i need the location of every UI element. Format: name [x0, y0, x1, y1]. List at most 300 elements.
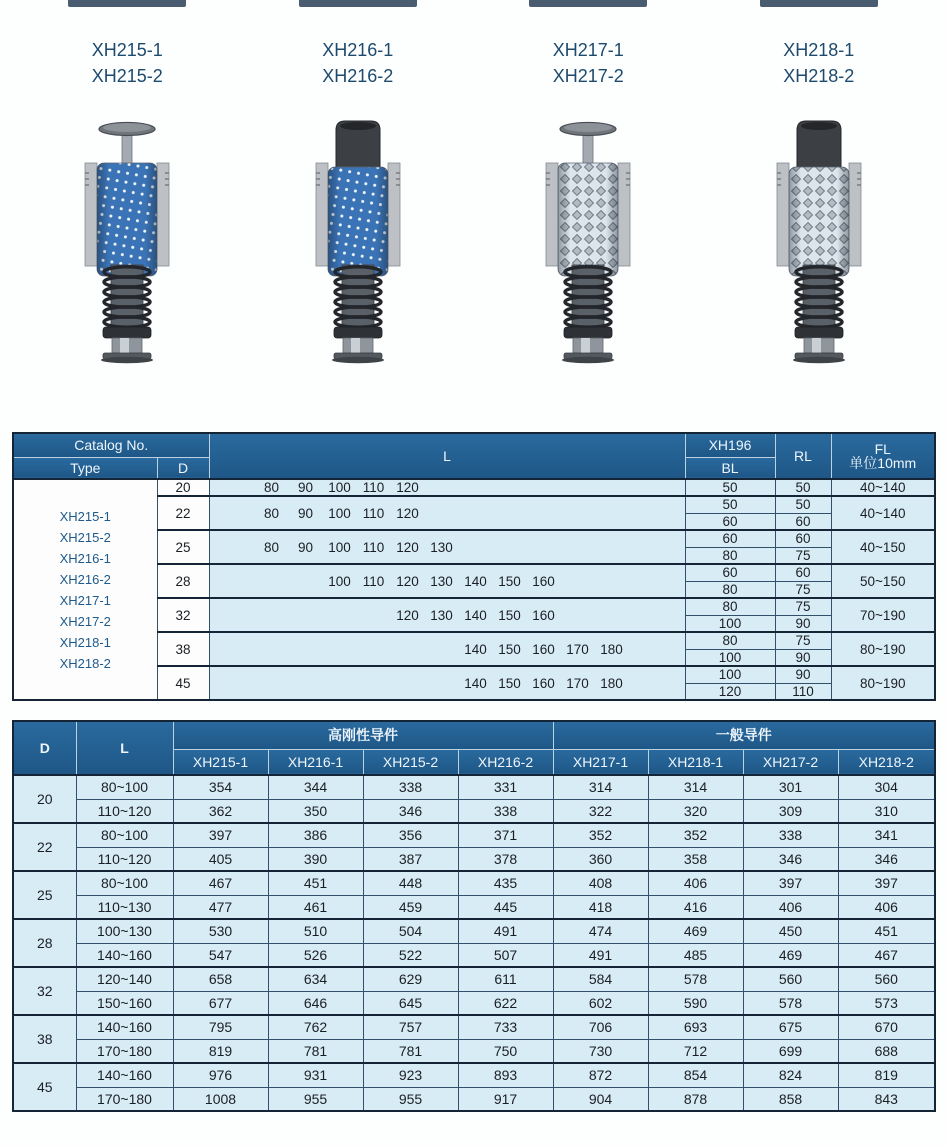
load-value-cell: 699: [743, 1039, 838, 1063]
type-model: XH215-2: [59, 529, 111, 545]
bl-value-cell: 60: [685, 530, 775, 547]
l-value: 180: [600, 675, 623, 691]
type-model-list-cell: [13, 479, 157, 700]
l-value: 150: [498, 675, 521, 691]
d-value-cell: 20: [13, 775, 76, 823]
d-value-cell: 25: [13, 871, 76, 919]
load-value-cell: 469: [648, 919, 743, 943]
bl-value-cell: 50: [685, 479, 775, 496]
load-value-cell: 371: [458, 823, 553, 847]
rl-value-cell: 60: [775, 513, 831, 530]
load-value-cell: 435: [458, 871, 553, 895]
load-value-cell: 451: [838, 919, 935, 943]
load-value-cell: 378: [458, 847, 553, 871]
load-value-cell: 677: [173, 991, 268, 1015]
l-value: 110: [362, 480, 385, 495]
load-value-cell: 504: [363, 919, 458, 943]
bl-value-cell: 80: [685, 581, 775, 598]
model-column-header: XH218-1: [648, 749, 743, 775]
l-value: 100: [328, 505, 351, 521]
cropped-top-bar: [299, 0, 417, 7]
load-value-cell: 819: [173, 1039, 268, 1063]
rl-value-cell: 90: [775, 666, 831, 683]
load-value-cell: 931: [268, 1063, 363, 1087]
load-value-cell: 322: [553, 799, 648, 823]
load-value-cell: 526: [268, 943, 363, 967]
l-value: 170: [566, 641, 589, 657]
load-value-cell: 750: [458, 1039, 553, 1063]
load-value-cell: 819: [838, 1063, 935, 1087]
rl-value-cell: 75: [775, 581, 831, 598]
fl-range-cell: 80~190: [831, 632, 935, 666]
l-value: 130: [430, 539, 453, 555]
rl-value-cell: 60: [775, 564, 831, 581]
l-value: 160: [532, 675, 555, 691]
l-range-cell: 150~160: [76, 991, 173, 1015]
load-row-d38-1: [13, 1039, 935, 1063]
d-header: D: [157, 457, 209, 479]
d-value-cell: 28: [13, 919, 76, 967]
l-values-cell: [209, 666, 685, 700]
load-value-cell: 675: [743, 1015, 838, 1039]
l-value: 100: [328, 480, 351, 495]
type-model: XH218-1: [59, 634, 111, 650]
load-value-cell: 346: [363, 799, 458, 823]
load-value-cell: 459: [363, 895, 458, 919]
load-value-cell: 356: [363, 823, 458, 847]
load-value-cell: 304: [838, 775, 935, 799]
model-column-header: XH216-1: [268, 749, 363, 775]
load-value-cell: 309: [743, 799, 838, 823]
load-value-cell: 491: [458, 919, 553, 943]
load-value-cell: 445: [458, 895, 553, 919]
load-value-cell: 573: [838, 991, 935, 1015]
load-value-cell: 854: [648, 1063, 743, 1087]
l-value: 120: [396, 480, 419, 495]
load-value-cell: 1008: [173, 1087, 268, 1111]
load-value-cell: 955: [268, 1087, 363, 1111]
model-column-header: XH217-2: [743, 749, 838, 775]
cropped-top-bar: [68, 0, 186, 7]
load-value-cell: 350: [268, 799, 363, 823]
l-range-cell: 110~120: [76, 847, 173, 871]
l-value: 90: [297, 480, 314, 495]
load-value-cell: 406: [648, 871, 743, 895]
l-value: 140: [464, 675, 487, 691]
load-row-d45-1: [13, 1087, 935, 1111]
l-value: 80: [263, 505, 280, 521]
load-value-cell: 338: [743, 823, 838, 847]
bl-value-cell: 100: [685, 615, 775, 632]
load-value-cell: 352: [553, 823, 648, 847]
load-value-cell: 893: [458, 1063, 553, 1087]
rl-value-cell: 50: [775, 496, 831, 513]
load-value-cell: 352: [648, 823, 743, 847]
fl-header-line2: 单位10mm: [849, 455, 917, 471]
fl-range-cell: 40~150: [831, 530, 935, 564]
load-value-cell: 578: [743, 991, 838, 1015]
load-row-d20-0: [13, 775, 935, 799]
load-value-cell: 386: [268, 823, 363, 847]
l-range-cell: 110~120: [76, 799, 173, 823]
load-value-cell: 878: [648, 1087, 743, 1111]
fl-range-cell: 80~190: [831, 666, 935, 700]
load-value-cell: 781: [363, 1039, 458, 1063]
bl-value-cell: 80: [685, 547, 775, 564]
type-model: XH215-1: [59, 508, 111, 524]
load-row-d32-1: [13, 991, 935, 1015]
load-value-cell: 397: [838, 871, 935, 895]
load-value-cell: 448: [363, 871, 458, 895]
l-value: 160: [532, 573, 555, 589]
load-value-cell: 872: [553, 1063, 648, 1087]
l-range-cell: 120~140: [76, 967, 173, 991]
general-group-header: 一般导件: [553, 721, 935, 749]
load-value-cell: 331: [458, 775, 553, 799]
load-row-d28-0: [13, 919, 935, 943]
fl-range-cell: 40~140: [831, 496, 935, 530]
load-value-cell: 467: [173, 871, 268, 895]
cropped-top-bar: [529, 0, 647, 7]
load-row-d25-0: [13, 871, 935, 895]
l-value: 120: [396, 505, 419, 521]
bl-value-cell: 60: [685, 513, 775, 530]
fl-range-cell: 40~140: [831, 479, 935, 496]
l-range-cell: 170~180: [76, 1039, 173, 1063]
type-model: XH217-2: [59, 613, 111, 629]
l-range-cell: 80~100: [76, 775, 173, 799]
model-label: XH218-1: [783, 40, 855, 60]
load-value-cell: 712: [648, 1039, 743, 1063]
load-value-cell: 507: [458, 943, 553, 967]
l-values: [255, 506, 685, 521]
d-value-cell: 22: [13, 823, 76, 871]
load-value-cell: 360: [553, 847, 648, 871]
l-value: 110: [362, 573, 385, 589]
l-range-cell: 170~180: [76, 1087, 173, 1111]
l-value: 140: [464, 607, 487, 623]
load-value-cell: 338: [363, 775, 458, 799]
l-value: 90: [297, 505, 314, 521]
bl-value-cell: 100: [685, 666, 775, 683]
load-row-d32-0: [13, 967, 935, 991]
l-range-cell: 100~130: [76, 919, 173, 943]
load-value-cell: 450: [743, 919, 838, 943]
load-value-cell: 522: [363, 943, 458, 967]
load-row-d20-1: [13, 799, 935, 823]
l-range-cell: 140~160: [76, 1015, 173, 1039]
load-value-cell: 917: [458, 1087, 553, 1111]
product-model-labels: [783, 37, 854, 89]
rl-value-cell: 75: [775, 547, 831, 564]
bl-value-cell: 60: [685, 564, 775, 581]
dimension-spec-table: [12, 432, 936, 701]
l-values-cell: [209, 530, 685, 564]
l-range-cell: 80~100: [76, 823, 173, 847]
rl-value-cell: 90: [775, 615, 831, 632]
l-values: [255, 540, 685, 555]
load-value-cell: 406: [743, 895, 838, 919]
load-value-cell: 358: [648, 847, 743, 871]
l-value: 150: [498, 573, 521, 589]
d-value-cell: 32: [157, 598, 209, 632]
cropped-top-bar: [760, 0, 878, 7]
l-values-cell: [209, 598, 685, 632]
fl-range-cell: 50~150: [831, 564, 935, 598]
l-value: 150: [498, 641, 521, 657]
model-column-header: XH215-2: [363, 749, 458, 775]
dimension-table-body: [13, 479, 935, 700]
load-value-cell: 469: [743, 943, 838, 967]
guide-post-image-xh217: [523, 113, 653, 365]
load-value-cell: 670: [838, 1015, 935, 1039]
d-value-cell: 38: [13, 1015, 76, 1063]
l-values: [323, 574, 685, 589]
load-value-cell: 362: [173, 799, 268, 823]
l-value: 170: [566, 675, 589, 691]
load-value-cell: 611: [458, 967, 553, 991]
load-value-cell: 405: [173, 847, 268, 871]
load-value-cell: 485: [648, 943, 743, 967]
load-value-cell: 354: [173, 775, 268, 799]
l-value: 80: [263, 480, 280, 495]
model-label: XH218-2: [783, 66, 855, 86]
load-value-cell: 904: [553, 1087, 648, 1111]
load-value-cell: 955: [363, 1087, 458, 1111]
type-header: Type: [13, 457, 157, 479]
l-values: [255, 480, 685, 495]
l-range-cell: 140~160: [76, 943, 173, 967]
bl-header: BL: [685, 457, 775, 479]
l-values: [391, 608, 685, 623]
l-values-cell: [209, 496, 685, 530]
load-row-d22-1: [13, 847, 935, 871]
load-value-cell: 418: [553, 895, 648, 919]
load-value-cell: 397: [743, 871, 838, 895]
load-value-cell: 824: [743, 1063, 838, 1087]
d-value-cell: 45: [157, 666, 209, 700]
product-column-xh218: [704, 0, 935, 365]
load-value-cell: 530: [173, 919, 268, 943]
load-value-cell: 658: [173, 967, 268, 991]
load-value-cell: 923: [363, 1063, 458, 1087]
load-value-cell: 341: [838, 823, 935, 847]
load-value-cell: 693: [648, 1015, 743, 1039]
load-value-cell: 762: [268, 1015, 363, 1039]
rl-value-cell: 110: [775, 683, 831, 700]
l-range-cell: 80~100: [76, 871, 173, 895]
d-value-cell: 38: [157, 632, 209, 666]
model-label: XH216-1: [322, 40, 394, 60]
load-value-cell: 590: [648, 991, 743, 1015]
load-value-cell: 338: [458, 799, 553, 823]
load-value-cell: 560: [838, 967, 935, 991]
load-value-cell: 406: [838, 895, 935, 919]
load-value-cell: 858: [743, 1087, 838, 1111]
l-value: 150: [498, 607, 521, 623]
l-values: [459, 676, 685, 691]
l-value: 110: [362, 505, 385, 521]
guide-post-image-xh218: [754, 113, 884, 365]
fl-header-line1: FL: [874, 441, 891, 457]
type-model: XH217-1: [59, 592, 111, 608]
l-header: L: [209, 433, 685, 479]
load-row-d45-0: [13, 1063, 935, 1087]
rl-value-cell: 90: [775, 649, 831, 666]
load-value-cell: 706: [553, 1015, 648, 1039]
load-value-cell: 310: [838, 799, 935, 823]
load-value-cell: 416: [648, 895, 743, 919]
type-model: XH218-2: [59, 655, 111, 671]
load-value-cell: 451: [268, 871, 363, 895]
l-value: 160: [532, 641, 555, 657]
load-value-cell: 733: [458, 1015, 553, 1039]
guide-post-image-xh216: [293, 113, 423, 365]
load-value-cell: 622: [458, 991, 553, 1015]
l-range-cell: 110~130: [76, 895, 173, 919]
d-value-cell: 32: [13, 967, 76, 1015]
fl-header: [831, 433, 935, 479]
load-value-cell: 646: [268, 991, 363, 1015]
l-value: 120: [396, 573, 419, 589]
rl-value-cell: 60: [775, 530, 831, 547]
load-value-cell: 795: [173, 1015, 268, 1039]
bl-value-cell: 80: [685, 632, 775, 649]
load-value-cell: 390: [268, 847, 363, 871]
l-value: 180: [600, 641, 623, 657]
load-value-cell: 461: [268, 895, 363, 919]
l-value: 140: [464, 641, 487, 657]
load-value-cell: 757: [363, 1015, 458, 1039]
load-value-cell: 602: [553, 991, 648, 1015]
load-value-cell: 467: [838, 943, 935, 967]
rl-value-cell: 50: [775, 479, 831, 496]
d-value-cell: 28: [157, 564, 209, 598]
type-model: XH216-2: [59, 571, 111, 587]
rl-value-cell: 75: [775, 598, 831, 615]
load-value-cell: 477: [173, 895, 268, 919]
load-value-cell: 547: [173, 943, 268, 967]
model-column-header: XH218-2: [838, 749, 935, 775]
type-model: XH216-1: [59, 550, 111, 566]
load-value-cell: 634: [268, 967, 363, 991]
model-column-header: XH216-2: [458, 749, 553, 775]
load-row-d22-0: [13, 823, 935, 847]
bl-value-cell: 120: [685, 683, 775, 700]
bl-value-cell: 50: [685, 496, 775, 513]
load-value-cell: 314: [648, 775, 743, 799]
d-value-cell: 25: [157, 530, 209, 564]
load-value-cell: 474: [553, 919, 648, 943]
rl-header: RL: [775, 433, 831, 479]
l-value: 130: [430, 607, 453, 623]
l-value: 130: [430, 573, 453, 589]
rl-value-cell: 75: [775, 632, 831, 649]
product-model-labels: [553, 37, 624, 89]
load-table-header: [13, 721, 935, 775]
model-label: XH216-2: [322, 66, 394, 86]
load-value-cell: 730: [553, 1039, 648, 1063]
load-table-body: [13, 775, 935, 1111]
load-value-cell: 781: [268, 1039, 363, 1063]
load-value-cell: 387: [363, 847, 458, 871]
model-label: XH215-2: [91, 66, 163, 86]
model-column-header: XH217-1: [553, 749, 648, 775]
bl-value-cell: 100: [685, 649, 775, 666]
l-value: 100: [328, 573, 351, 589]
product-model-labels: [92, 37, 163, 89]
d-header: D: [13, 721, 76, 775]
load-value-cell: 491: [553, 943, 648, 967]
model-column-header: XH215-1: [173, 749, 268, 775]
load-spec-table: [12, 720, 936, 1112]
l-value: 90: [297, 539, 314, 555]
model-label: XH217-1: [552, 40, 624, 60]
product-gallery: [0, 0, 946, 365]
load-value-cell: 346: [743, 847, 838, 871]
load-value-cell: 397: [173, 823, 268, 847]
catalog-no-header: Catalog No.: [13, 433, 209, 457]
l-values: [459, 642, 685, 657]
l-value: 110: [362, 539, 385, 555]
product-column-xh217: [473, 0, 704, 365]
l-header: L: [76, 721, 173, 775]
l-value: 80: [263, 539, 280, 555]
load-value-cell: 560: [743, 967, 838, 991]
l-value: 120: [396, 607, 419, 623]
l-value: 120: [396, 539, 419, 555]
dimension-table-header: [13, 433, 935, 479]
load-value-cell: 408: [553, 871, 648, 895]
load-value-cell: 645: [363, 991, 458, 1015]
load-value-cell: 629: [363, 967, 458, 991]
l-values-cell: [209, 564, 685, 598]
guide-post-image-xh215: [62, 113, 192, 365]
l-values-cell: [209, 479, 685, 496]
product-column-xh216: [243, 0, 474, 365]
load-row-d28-1: [13, 943, 935, 967]
bl-value-cell: 80: [685, 598, 775, 615]
product-column-xh215: [12, 0, 243, 365]
load-value-cell: 578: [648, 967, 743, 991]
product-model-labels: [322, 37, 393, 89]
model-label: XH217-2: [552, 66, 624, 86]
d-value-cell: 20: [157, 479, 209, 496]
l-value: 140: [464, 573, 487, 589]
load-row-d38-0: [13, 1015, 935, 1039]
l-range-cell: 140~160: [76, 1063, 173, 1087]
load-value-cell: 314: [553, 775, 648, 799]
load-value-cell: 320: [648, 799, 743, 823]
load-value-cell: 843: [838, 1087, 935, 1111]
l-value: 160: [532, 607, 555, 623]
model-label: XH215-1: [91, 40, 163, 60]
load-value-cell: 344: [268, 775, 363, 799]
fl-range-cell: 70~190: [831, 598, 935, 632]
load-value-cell: 584: [553, 967, 648, 991]
d-value-cell: 22: [157, 496, 209, 530]
xh196-header: XH196: [685, 433, 775, 457]
load-value-cell: 688: [838, 1039, 935, 1063]
load-value-cell: 346: [838, 847, 935, 871]
load-value-cell: 976: [173, 1063, 268, 1087]
high-rigidity-group-header: 高刚性导件: [173, 721, 553, 749]
l-values-cell: [209, 632, 685, 666]
load-value-cell: 510: [268, 919, 363, 943]
load-row-d25-1: [13, 895, 935, 919]
l-value: 100: [328, 539, 351, 555]
d-value-cell: 45: [13, 1063, 76, 1111]
